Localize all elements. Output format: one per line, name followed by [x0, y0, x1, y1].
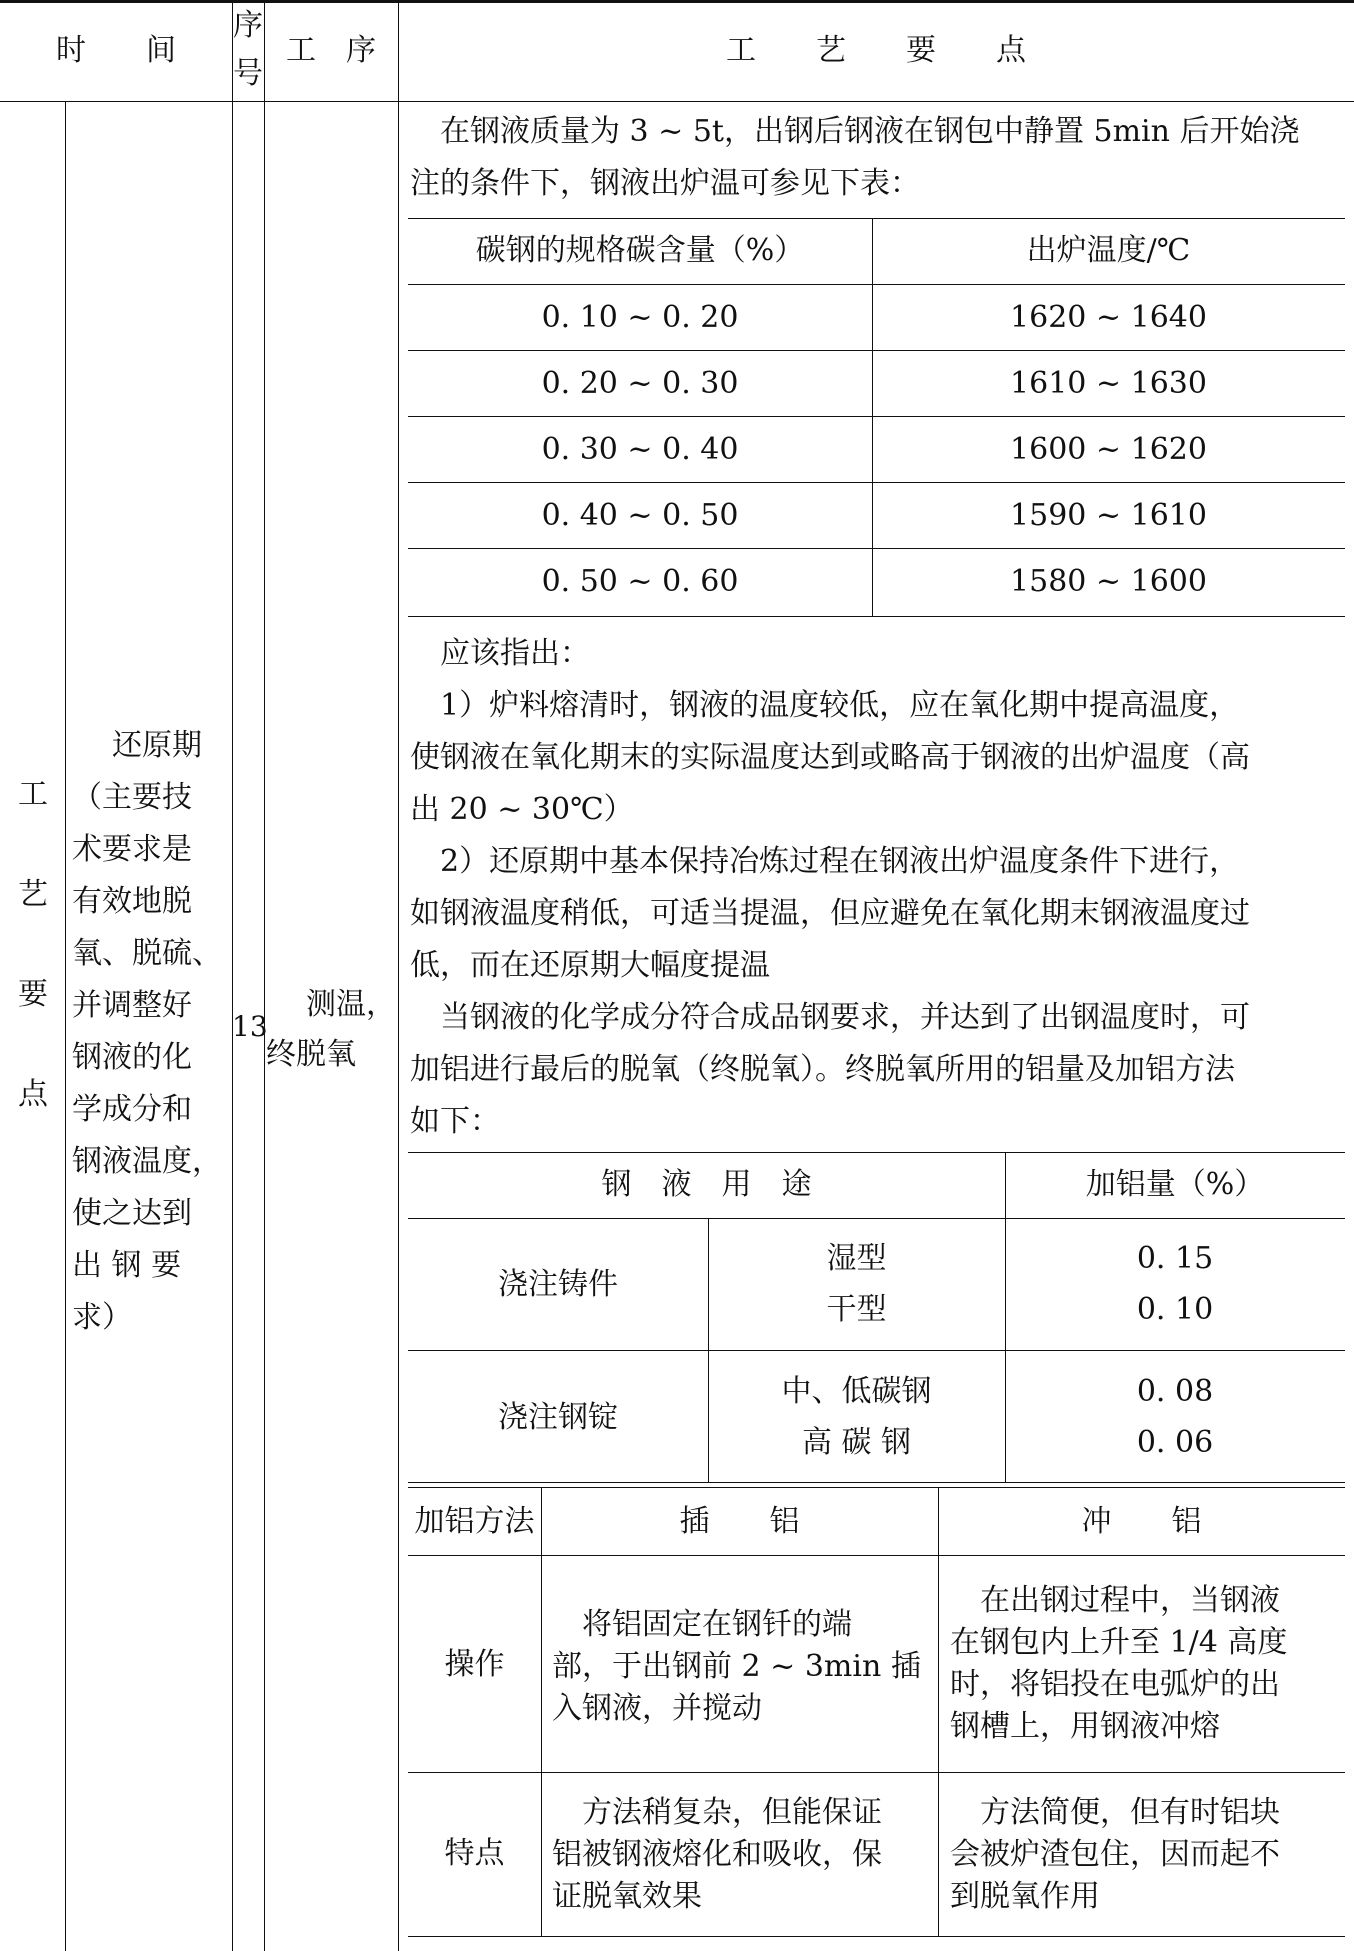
carbon-range: 0. 30 ~ 0. 40	[541, 432, 739, 467]
insert-feature: 方法稍复杂，但能保证 铝被钢液熔化和吸收，保 证脱氧效果	[552, 1795, 882, 1914]
al-amount: 0. 15	[1136, 1241, 1214, 1276]
process-name: 测温， 终脱氧	[266, 987, 396, 1072]
header-process: 工 序	[286, 33, 376, 68]
carbon-range: 0. 20 ~ 0. 30	[541, 366, 739, 401]
method-table-header: 加铝方法	[414, 1504, 535, 1539]
category-char: 要	[18, 977, 48, 1012]
method-row-label: 特点	[444, 1836, 505, 1871]
header-seq: 序号	[233, 8, 263, 91]
al-amount: 0. 10	[1136, 1292, 1214, 1327]
steel-use: 浇注钢锭	[498, 1400, 618, 1435]
steel-grade: 高 碳 钢	[801, 1425, 912, 1460]
tap-temperature: 1620 ~ 1640	[1010, 300, 1207, 335]
notes-paragraph: 应该指出： 1）炉料熔清时，钢液的温度较低，应在氧化期中提高温度， 使钢液在氧化期末的实际温度达到或略高于钢液的出炉温度（高 出 20 ~ 30℃） 2）还原期中基本保持冶炼过程在钢液出炉温度条件下进行， 如钢液温度稍低，可适当提温，但应避免在氧化期末钢液温度过 低，而在还原期大幅度提温 当钢液的化学成分符合成品钢要求，并达到了出钢温度时，可 加铝进行最后的脱氧（终脱氧）。终脱氧所用的铝量及加铝方法 如下：	[410, 636, 1250, 1139]
header-points: 工 艺 要 点	[726, 33, 1026, 68]
carbon-range: 0. 40 ~ 0. 50	[541, 498, 739, 533]
method-table-header: 插 铝	[679, 1504, 800, 1539]
category-label	[3, 770, 63, 1170]
stage-description: 还原期 （主要技 术要求是 有效地脱 氧、脱硫、 并调整好 钢液的化 学成分和 钢液温度， 使之达到 出 钢 要 求）	[72, 728, 222, 1335]
steel-use: 浇注铸件	[498, 1267, 618, 1302]
al-table-header: 加铝量（%）	[1085, 1167, 1265, 1202]
temp-table-header: 碳钢的规格碳含量（%）	[475, 233, 805, 268]
category-char: 艺	[18, 877, 48, 912]
method-table-header: 冲 铝	[1081, 1504, 1202, 1539]
header-time: 时 间	[56, 33, 176, 68]
intro-paragraph: 在钢液质量为 3 ~ 5t，出钢后钢液在钢包中静置 5min 后开始浇 注的条件下，钢液出炉温可参见下表：	[410, 114, 1300, 201]
temp-table-header: 出炉温度/℃	[1026, 233, 1191, 268]
insert-operation: 将铝固定在钢钎的端 部，于出钢前 2 ~ 3min 插 入钢液，并搅动	[552, 1607, 921, 1726]
flush-feature: 方法简便，但有时铝块 会被炉渣包住，因而起不 到脱氧作用	[950, 1795, 1280, 1914]
category-char: 点	[18, 1077, 48, 1112]
tap-temperature: 1610 ~ 1630	[1010, 366, 1207, 401]
flush-operation: 在出钢过程中，当钢液 在钢包内上升至 1/4 高度 时，将铝投在电弧炉的出 钢槽上，用钢液冲熔	[950, 1583, 1288, 1744]
carbon-range: 0. 50 ~ 0. 60	[541, 564, 739, 599]
al-table-header: 钢 液 用 途	[601, 1167, 812, 1202]
sequence-number: 13	[232, 1010, 268, 1043]
mould-type: 湿型	[826, 1241, 887, 1276]
carbon-range: 0. 10 ~ 0. 20	[541, 300, 739, 335]
tap-temperature: 1580 ~ 1600	[1010, 564, 1207, 599]
steel-grade: 中、低碳钢	[781, 1374, 932, 1409]
al-amount: 0. 08	[1136, 1374, 1214, 1409]
al-amount: 0. 06	[1136, 1425, 1214, 1460]
tap-temperature: 1600 ~ 1620	[1010, 432, 1207, 467]
mould-type: 干型	[826, 1292, 887, 1327]
tap-temperature: 1590 ~ 1610	[1010, 498, 1207, 533]
method-row-label: 操作	[444, 1647, 505, 1682]
category-char: 工	[18, 777, 48, 812]
